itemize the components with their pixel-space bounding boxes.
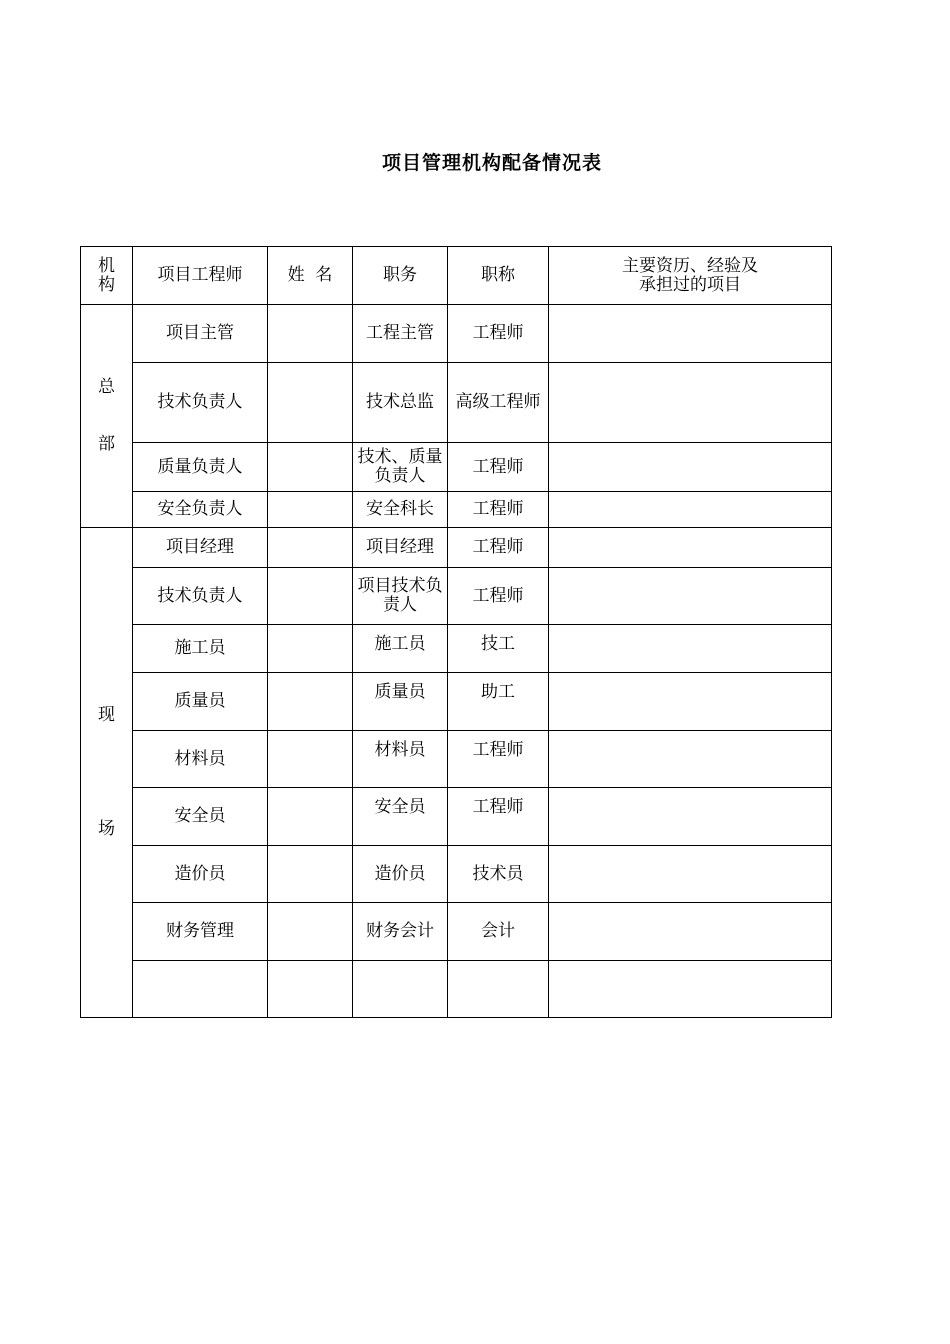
cell-grade: 工程师: [448, 788, 549, 846]
table-row: [81, 846, 832, 903]
cell-experience: [549, 961, 832, 1018]
cell-experience: [549, 443, 832, 492]
cell-name: [268, 492, 353, 528]
cell-position: 技术、质量负责人: [353, 443, 448, 492]
cell-experience: [549, 903, 832, 961]
group-site: 现 场: [81, 528, 133, 1018]
table-row: [81, 528, 832, 568]
cell-experience: [549, 788, 832, 846]
cell-grade: 工程师: [448, 492, 549, 528]
cell-grade: 高级工程师: [448, 363, 549, 443]
cell-name: [268, 961, 353, 1018]
cell-role: [133, 961, 268, 1018]
cell-experience: [549, 568, 832, 625]
table-row: [81, 731, 832, 788]
cell-grade: 工程师: [448, 731, 549, 788]
cell-position: 项目技术负责人: [353, 568, 448, 625]
cell-name: [268, 568, 353, 625]
group-hq: 总 部: [81, 305, 133, 528]
header-name: 姓 名: [268, 247, 353, 305]
table-row: [81, 492, 832, 528]
cell-position: 质量员: [353, 673, 448, 731]
cell-grade: 技术员: [448, 846, 549, 903]
cell-grade: 助工: [448, 673, 549, 731]
table-row: [81, 903, 832, 961]
cell-name: [268, 788, 353, 846]
cell-experience: [549, 528, 832, 568]
table-header-row: [81, 247, 832, 305]
cell-position: 项目经理: [353, 528, 448, 568]
cell-name: [268, 731, 353, 788]
table-row: [81, 788, 832, 846]
cell-role: 项目经理: [133, 528, 268, 568]
cell-grade: 工程师: [448, 528, 549, 568]
cell-name: [268, 673, 353, 731]
cell-experience: [549, 625, 832, 673]
cell-name: [268, 443, 353, 492]
cell-name: [268, 625, 353, 673]
cell-role: 质量员: [133, 673, 268, 731]
cell-name: [268, 305, 353, 363]
cell-role: 项目主管: [133, 305, 268, 363]
header-experience: 主要资历、经验及 承担过的项目: [549, 247, 832, 305]
table-row: [81, 363, 832, 443]
table-row: [81, 673, 832, 731]
cell-position: 技术总监: [353, 363, 448, 443]
header-unit: 机 构: [81, 247, 133, 305]
cell-role: 安全负责人: [133, 492, 268, 528]
cell-position: 造价员: [353, 846, 448, 903]
cell-position: 材料员: [353, 731, 448, 788]
cell-grade: 工程师: [448, 568, 549, 625]
cell-position: 施工员: [353, 625, 448, 673]
cell-name: [268, 846, 353, 903]
cell-experience: [549, 846, 832, 903]
cell-position: 工程主管: [353, 305, 448, 363]
cell-role: 技术负责人: [133, 568, 268, 625]
table-row: [81, 625, 832, 673]
cell-position: 安全员: [353, 788, 448, 846]
table-row: [81, 305, 832, 363]
cell-grade: 工程师: [448, 305, 549, 363]
header-role: 项目工程师: [133, 247, 268, 305]
cell-grade: [448, 961, 549, 1018]
cell-name: [268, 903, 353, 961]
cell-role: 造价员: [133, 846, 268, 903]
staffing-table: [80, 246, 832, 1018]
cell-position: [353, 961, 448, 1018]
table-row: [81, 961, 832, 1018]
cell-grade: 工程师: [448, 443, 549, 492]
cell-name: [268, 528, 353, 568]
cell-name: [268, 363, 353, 443]
header-grade: 职称: [448, 247, 549, 305]
cell-role: 技术负责人: [133, 363, 268, 443]
cell-role: 财务管理: [133, 903, 268, 961]
cell-role: 安全员: [133, 788, 268, 846]
cell-experience: [549, 731, 832, 788]
cell-grade: 技工: [448, 625, 549, 673]
cell-role: 材料员: [133, 731, 268, 788]
header-position: 职务: [353, 247, 448, 305]
table-row: [81, 568, 832, 625]
cell-grade: 会计: [448, 903, 549, 961]
table-row: [81, 443, 832, 492]
cell-role: 质量负责人: [133, 443, 268, 492]
cell-role: 施工员: [133, 625, 268, 673]
cell-experience: [549, 492, 832, 528]
cell-position: 财务会计: [353, 903, 448, 961]
cell-experience: [549, 673, 832, 731]
cell-experience: [549, 305, 832, 363]
cell-position: 安全科长: [353, 492, 448, 528]
page-title: 项目管理机构配备情况表: [381, 152, 602, 174]
cell-experience: [549, 363, 832, 443]
